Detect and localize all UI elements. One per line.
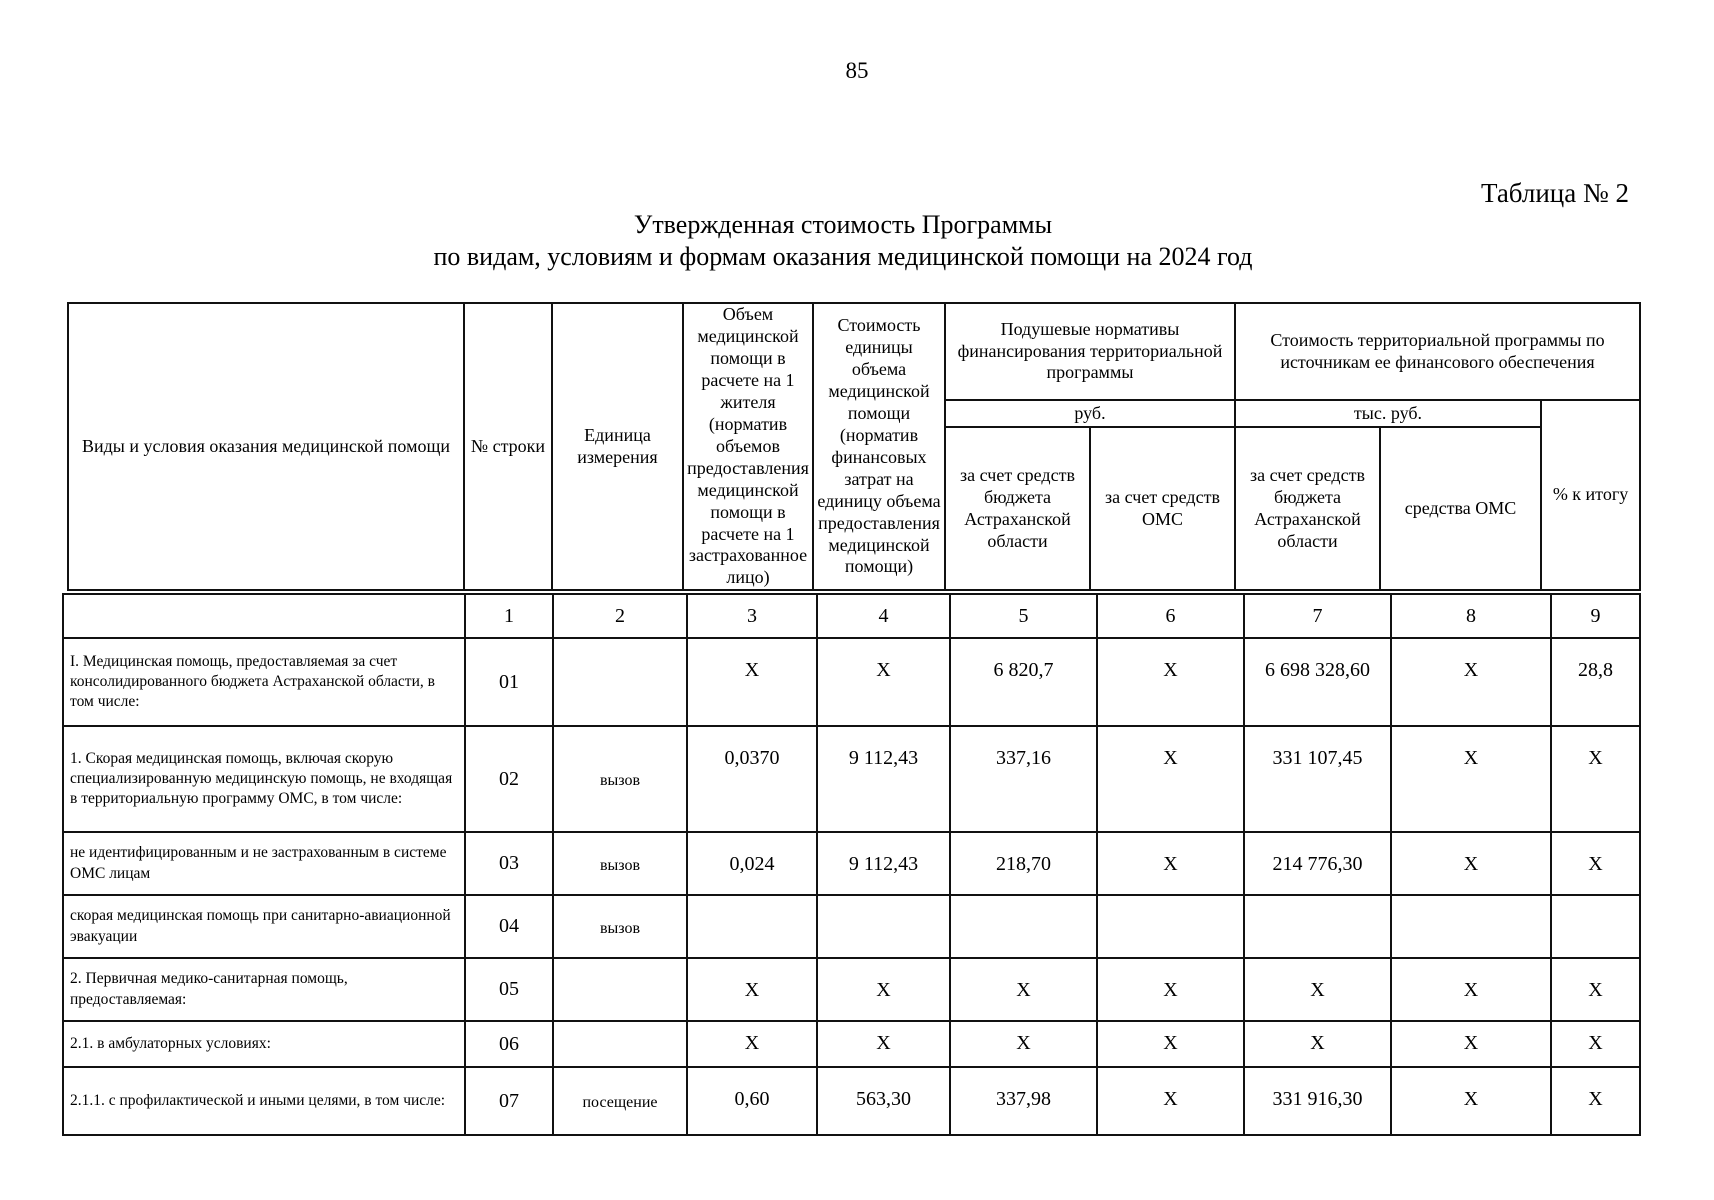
header-thous-rub: тыс. руб.	[1235, 400, 1541, 427]
row-description: скорая медицинская помощь при санитарно-авиационной эвакуации	[63, 895, 465, 958]
table-header	[67, 302, 1641, 591]
row-number: 06	[465, 1021, 553, 1067]
cell-cost: 9 112,43	[817, 726, 950, 832]
row-description: 2. Первичная медико-санитарная помощь, предоставляемая:	[63, 958, 465, 1021]
cell-pct-total: X	[1551, 1021, 1640, 1067]
cell-budget-thous: X	[1244, 958, 1391, 1021]
table-row	[63, 638, 1640, 726]
row-number: 04	[465, 895, 553, 958]
cell-cost	[817, 895, 950, 958]
row-description: I. Медицинская помощь, предоставляемая за счет консолидированного бюджета Астраханской области, в том числе:	[63, 638, 465, 726]
cell-pct-total: X	[1551, 1067, 1640, 1135]
cell-budget-rub: 218,70	[950, 832, 1097, 895]
cell-oms-thous: X	[1391, 1021, 1551, 1067]
header-rub: руб.	[945, 400, 1235, 427]
cell-cost: X	[817, 1021, 950, 1067]
table-row	[63, 1067, 1640, 1135]
header-budget-2: за счет средств бюджета Астраханской области	[1235, 427, 1380, 590]
header-oms-funds: за счет средств ОМС	[1090, 427, 1235, 590]
header-oms-means: средства ОМС	[1380, 427, 1541, 590]
table-row	[63, 832, 1640, 895]
cell-budget-rub: X	[950, 1021, 1097, 1067]
cell-oms-thous	[1391, 895, 1551, 958]
cell-volume	[687, 895, 817, 958]
row-unit	[553, 958, 687, 1021]
table-title-line2: по видам, условиям и формам оказания медицинской помощи на 2024 год	[433, 242, 1253, 271]
cell-budget-thous: 6 698 328,60	[1244, 638, 1391, 726]
header-program-cost: Стоимость территориальной программы по источникам ее финансового обеспечения	[1235, 303, 1640, 400]
column-number-row	[63, 594, 1640, 638]
row-description: 2.1.1. с профилактической и иными целями, в том числе:	[63, 1067, 465, 1135]
cell-volume: 0,024	[687, 832, 817, 895]
row-number: 01	[465, 638, 553, 726]
page-number: 85	[845, 58, 869, 83]
row-unit: вызов	[553, 832, 687, 895]
cell-pct-total: X	[1551, 726, 1640, 832]
cell-oms-thous: X	[1391, 958, 1551, 1021]
cell-budget-rub: X	[950, 958, 1097, 1021]
cell-budget-rub: 6 820,7	[950, 638, 1097, 726]
cell-oms-rub: X	[1097, 1067, 1244, 1135]
col-number: 6	[1097, 594, 1244, 638]
header-pct-total: % к итогу	[1541, 400, 1640, 590]
row-number: 02	[465, 726, 553, 832]
row-number: 07	[465, 1067, 553, 1135]
row-unit	[553, 638, 687, 726]
cell-oms-rub: X	[1097, 638, 1244, 726]
cell-budget-rub	[950, 895, 1097, 958]
cell-budget-rub: 337,16	[950, 726, 1097, 832]
cell-volume: X	[687, 1021, 817, 1067]
row-description: 1. Скорая медицинская помощь, включая скорую специализированную медицинскую помощь, не входящая в территориальную программу ОМС, в том числе:	[63, 726, 465, 832]
col-number: 5	[950, 594, 1097, 638]
cell-budget-thous: 214 776,30	[1244, 832, 1391, 895]
header-per-capita: Подушевые нормативы финансирования территориальной программы	[945, 303, 1235, 400]
cell-budget-thous: 331 107,45	[1244, 726, 1391, 832]
cell-oms-rub: X	[1097, 832, 1244, 895]
cell-volume: X	[687, 638, 817, 726]
cell-oms-rub	[1097, 895, 1244, 958]
header-row-no: № строки	[464, 303, 552, 590]
table-row	[63, 958, 1640, 1021]
cell-oms-thous: X	[1391, 1067, 1551, 1135]
header-kinds: Виды и условия оказания медицинской помощи	[68, 303, 464, 590]
row-number: 03	[465, 832, 553, 895]
col-number: 3	[687, 594, 817, 638]
cell-budget-thous: 331 916,30	[1244, 1067, 1391, 1135]
cell-budget-thous	[1244, 895, 1391, 958]
col-number: 8	[1391, 594, 1551, 638]
row-description: не идентифицированным и не застрахованным в системе ОМС лицам	[63, 832, 465, 895]
table-row	[63, 726, 1640, 832]
col-number: 1	[465, 594, 553, 638]
row-unit	[553, 1021, 687, 1067]
cell-cost: X	[817, 958, 950, 1021]
cell-budget-thous: X	[1244, 1021, 1391, 1067]
cell-cost: 9 112,43	[817, 832, 950, 895]
cell-oms-rub: X	[1097, 726, 1244, 832]
header-cost: Стоимость единицы объема медицинской помощи (норматив финансовых затрат на единицу объема предоставления медицинской помощи)	[813, 303, 945, 590]
col-number	[63, 594, 465, 638]
table-row	[63, 1021, 1640, 1067]
row-unit: вызов	[553, 726, 687, 832]
cell-cost: X	[817, 638, 950, 726]
cell-volume: 0,0370	[687, 726, 817, 832]
cell-pct-total	[1551, 895, 1640, 958]
row-unit: вызов	[553, 895, 687, 958]
cell-oms-thous: X	[1391, 638, 1551, 726]
row-number: 05	[465, 958, 553, 1021]
col-number: 4	[817, 594, 950, 638]
header-volume: Объем медицинской помощи в расчете на 1 жителя (норматив объемов предоставления медицинской помощи в расчете на 1 застрахованное лицо)	[683, 303, 813, 590]
table-label: Таблица № 2	[1481, 178, 1629, 208]
cell-cost: 563,30	[817, 1067, 950, 1135]
col-number: 2	[553, 594, 687, 638]
table-row	[63, 895, 1640, 958]
row-description: 2.1. в амбулаторных условиях:	[63, 1021, 465, 1067]
cell-pct-total: X	[1551, 958, 1640, 1021]
cell-pct-total: X	[1551, 832, 1640, 895]
header-unit: Единица измерения	[552, 303, 683, 590]
cell-oms-rub: X	[1097, 958, 1244, 1021]
table-title-line1: Утвержденная стоимость Программы	[633, 210, 1053, 239]
cell-budget-rub: 337,98	[950, 1067, 1097, 1135]
cell-oms-thous: X	[1391, 726, 1551, 832]
cell-pct-total: 28,8	[1551, 638, 1640, 726]
col-number: 7	[1244, 594, 1391, 638]
table-body	[62, 593, 1641, 1136]
row-unit: посещение	[553, 1067, 687, 1135]
cell-oms-thous: X	[1391, 832, 1551, 895]
cell-oms-rub: X	[1097, 1021, 1244, 1067]
cell-volume: 0,60	[687, 1067, 817, 1135]
col-number: 9	[1551, 594, 1640, 638]
header-budget: за счет средств бюджета Астраханской области	[945, 427, 1090, 590]
cell-volume: X	[687, 958, 817, 1021]
